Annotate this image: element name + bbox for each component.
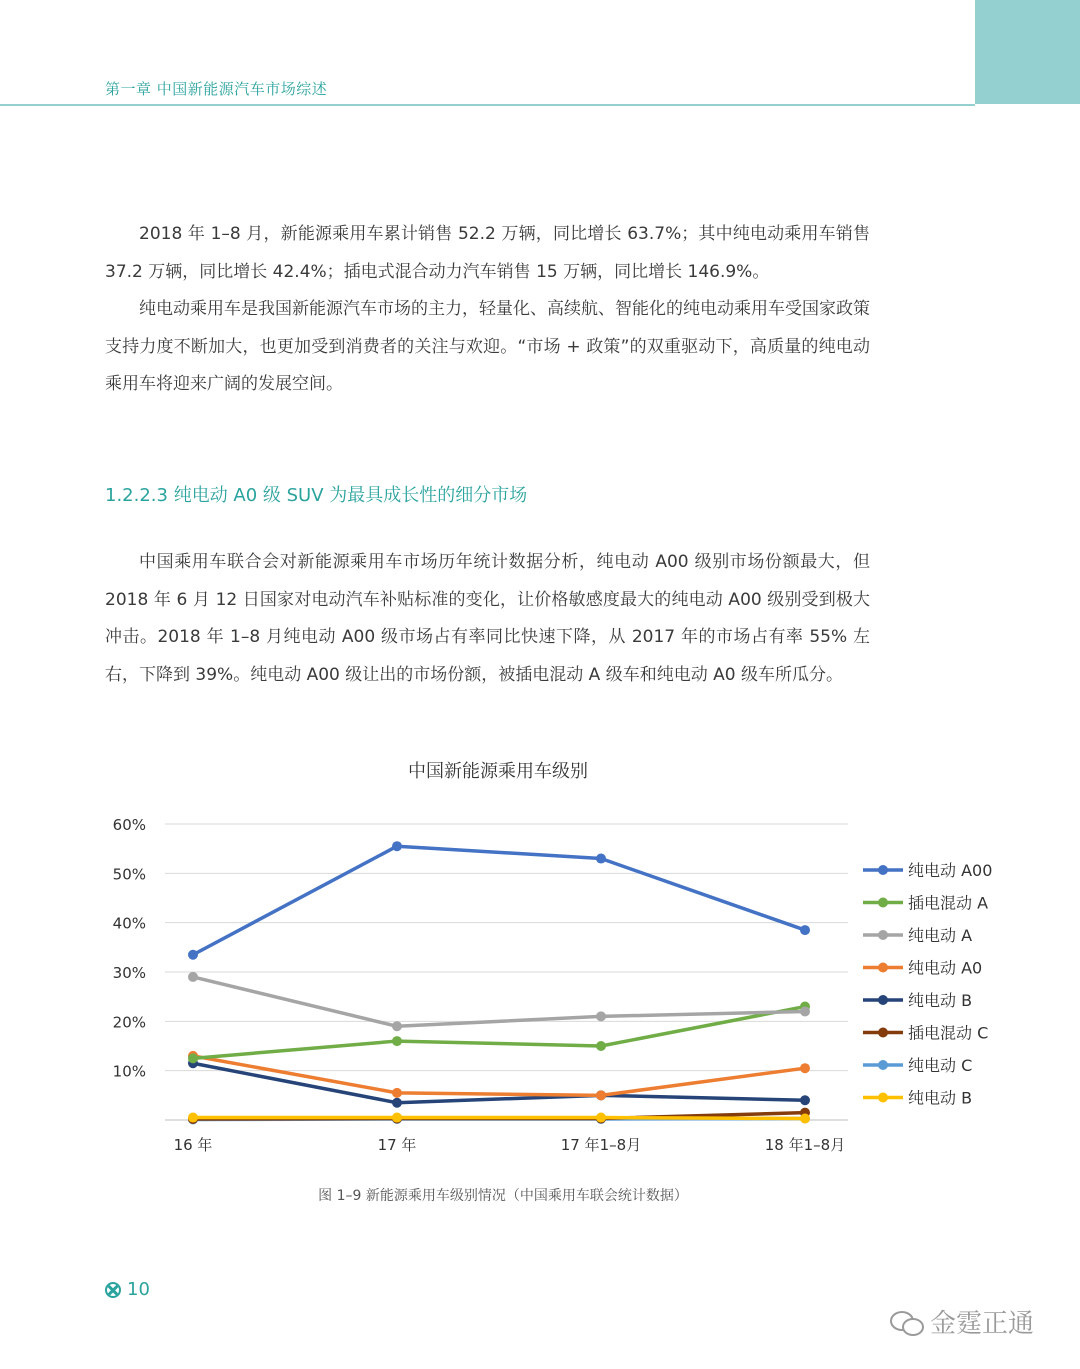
line-chart <box>0 800 1080 1170</box>
data-point <box>188 972 198 982</box>
y-tick-label: 30% <box>112 964 146 982</box>
data-point <box>596 1011 606 1021</box>
page-number <box>105 1279 150 1300</box>
data-point <box>800 1095 810 1105</box>
wechat-icon <box>890 1309 924 1335</box>
corner-accent-block <box>975 0 1080 104</box>
paragraph-2: 纯电动乘用车是我国新能源汽车市场的主力，轻量化、高续航、智能化的纯电动乘用车受国家政策支持力度不断加大，也更加受到消费者的关注与欢迎。“市场 + 政策”的双重驱动下，高质量的纯电动乘用车将迎来广阔的发展空间。 <box>105 299 870 394</box>
legend-swatch-marker <box>878 1060 888 1070</box>
data-point <box>392 1021 402 1031</box>
legend-swatch-marker <box>878 995 888 1005</box>
legend-label: 纯电动 C <box>908 1056 973 1075</box>
x-tick-label: 17 年 <box>377 1136 417 1154</box>
series-line <box>193 1056 805 1095</box>
data-point <box>188 950 198 960</box>
legend-swatch-marker <box>878 1028 888 1038</box>
data-point <box>800 1063 810 1073</box>
header-divider <box>0 104 975 106</box>
data-point <box>800 1114 810 1124</box>
data-point <box>392 1113 402 1123</box>
page-number-text: 10 <box>127 1279 150 1300</box>
legend-label: 纯电动 B <box>908 1088 973 1108</box>
x-tick-label: 18 年1–8月 <box>764 1136 846 1154</box>
y-tick-label: 20% <box>112 1013 146 1032</box>
series-line <box>193 1063 805 1102</box>
chart-title: 中国新能源乘用车级别 <box>408 761 588 782</box>
legend-label: 插电混动 A <box>908 893 989 913</box>
watermark <box>890 1303 1034 1340</box>
paragraph-3: 中国乘用车联合会对新能源乘用车市场历年统计数据分析，纯电动 A00 级别市场份额最大，但 2018 年 6 月 12 日国家对电动汽车补贴标准的变化，让价格敏感度最大的纯电动 A00 级别受到极大冲击。2018 年 1–8 月纯电动 A00 级市场占有率同比快速下降，从 2017 年的市场占有率 55% 左右，下降到 39%。纯电动 A00 级让出的市场份额，被插电混动 A 级车和纯电动 A0 级车所瓜分。 <box>105 552 870 685</box>
data-point <box>596 1041 606 1051</box>
legend-swatch-marker <box>878 930 888 940</box>
section-title: 1.2.2.3 纯电动 A0 级 SUV 为最具成长性的细分市场 <box>105 485 528 506</box>
y-tick-label: 40% <box>112 914 146 933</box>
data-point <box>800 1006 810 1016</box>
legend-swatch-marker <box>878 963 888 973</box>
series-line <box>193 846 805 955</box>
legend-swatch-marker <box>878 865 888 875</box>
legend-label: 纯电动 A0 <box>908 958 983 978</box>
legend-swatch-marker <box>878 1093 888 1103</box>
y-tick-label: 60% <box>112 816 146 834</box>
data-point <box>800 925 810 935</box>
watermark-text: 金霆正通 <box>930 1309 1035 1339</box>
page-logo-icon <box>105 1282 121 1298</box>
data-point <box>596 1113 606 1123</box>
y-tick-label: 10% <box>112 1062 146 1081</box>
figure-caption: 图 1–9 新能源乘用车级别情况（中国乘用车联会统计数据） <box>318 1188 688 1204</box>
data-point <box>392 1088 402 1098</box>
legend-label: 纯电动 A <box>908 926 973 945</box>
chapter-header: 第一章 中国新能源汽车市场综述 <box>105 80 328 98</box>
y-tick-label: 50% <box>112 865 146 884</box>
data-point <box>392 1036 402 1046</box>
data-point <box>596 854 606 864</box>
legend-label: 插电混动 C <box>908 1023 989 1043</box>
data-point <box>596 1090 606 1100</box>
data-point <box>188 1113 198 1123</box>
legend-label: 纯电动 B <box>908 991 973 1010</box>
data-point <box>392 1098 402 1108</box>
paragraph-1: 2018 年 1–8 月，新能源乘用车累计销售 52.2 万辆，同比增长 63.7%；其中纯电动乘用车销售 37.2 万辆，同比增长 42.4%；插电式混合动力汽车销售 15 万辆，同比增长 146.9%。 <box>105 224 870 282</box>
x-tick-label: 16 年 <box>173 1136 213 1154</box>
series-line <box>193 1118 805 1119</box>
series-line <box>193 977 805 1026</box>
data-point <box>188 1053 198 1063</box>
legend-label: 纯电动 A00 <box>908 861 993 880</box>
data-point <box>392 841 402 851</box>
legend-swatch-marker <box>878 898 888 908</box>
x-tick-label: 17 年1–8月 <box>560 1136 642 1154</box>
